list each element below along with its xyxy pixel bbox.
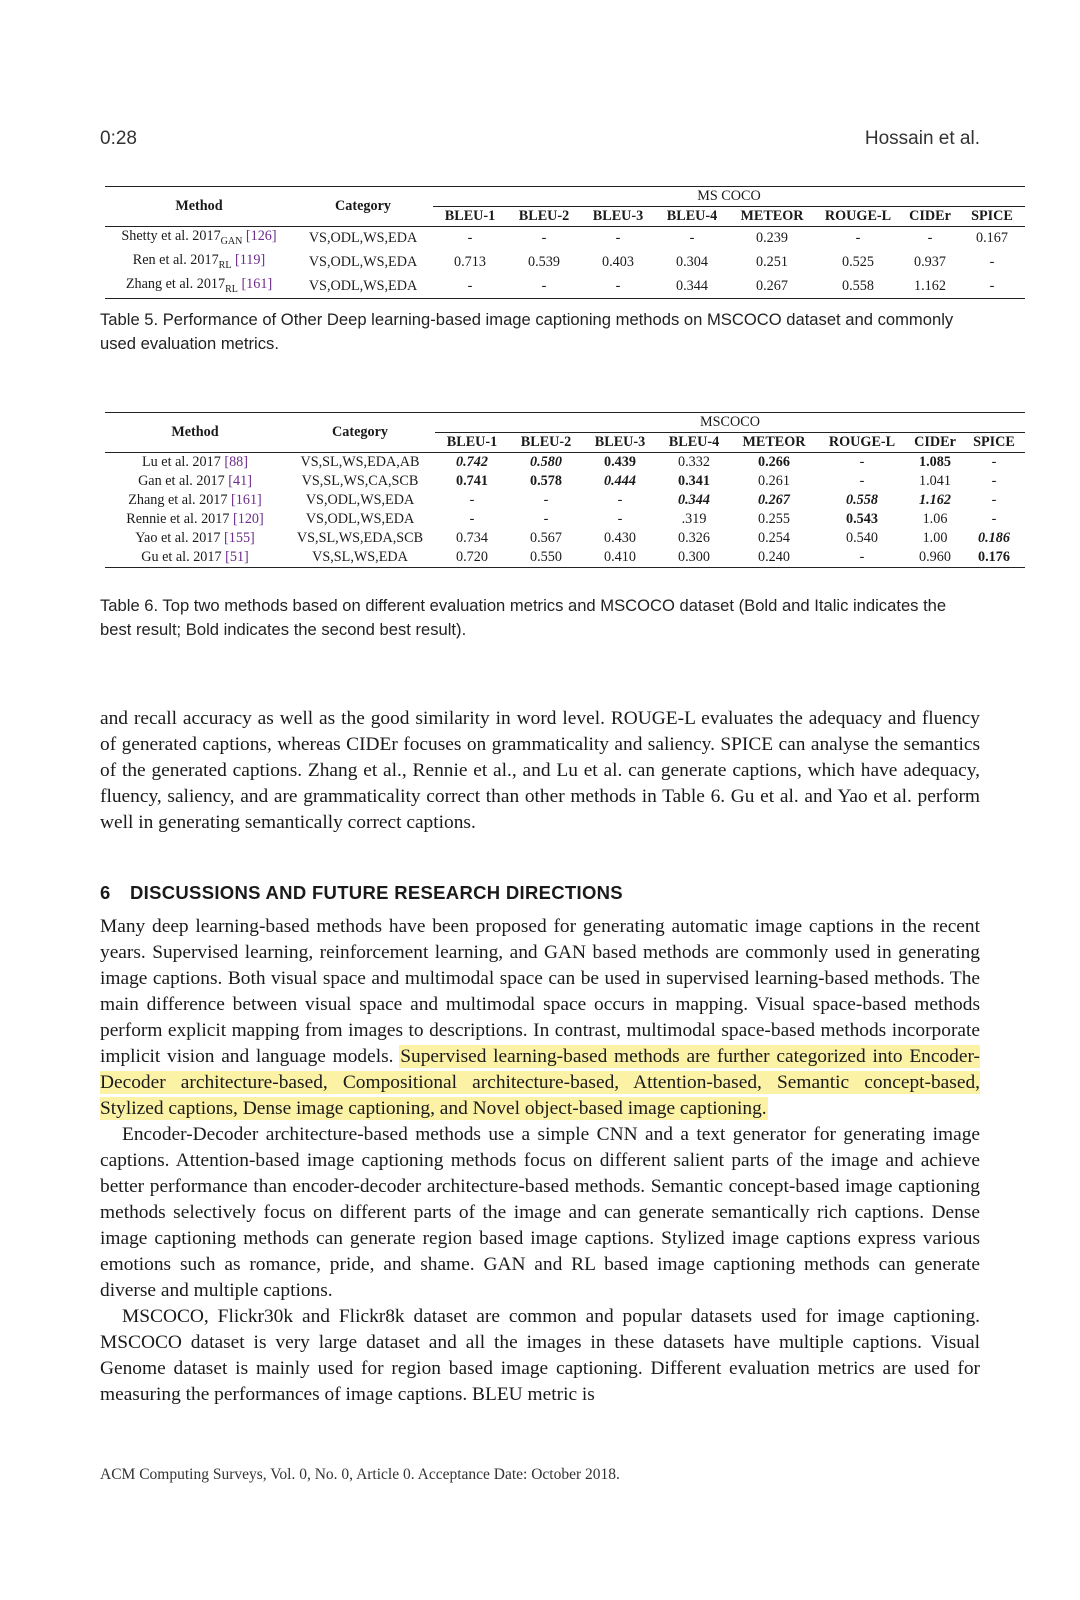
t5-metric-header: BLEU-4 xyxy=(655,207,729,227)
metric-value-cell: 1.041 xyxy=(919,473,951,489)
metric-value-cell: - xyxy=(855,230,861,247)
citation-link[interactable]: [88] xyxy=(224,454,248,470)
t6-metric-header: SPICE xyxy=(963,433,1025,453)
metric-value-cell: 0.240 xyxy=(731,548,817,568)
category-cell: VS,ODL,WS,EDA xyxy=(308,230,418,247)
metric-value-cell: 0.558 xyxy=(846,492,878,508)
metric-value-cell: .319 xyxy=(681,511,707,527)
table-row xyxy=(105,453,1025,473)
metric-value-cell: 0.267 xyxy=(729,275,815,299)
method-cell xyxy=(105,548,285,568)
metric-value-cell: 0.430 xyxy=(604,530,636,546)
metric-value-cell: 0.344 xyxy=(655,275,729,299)
metric-value-cell: 0.403 xyxy=(602,254,634,271)
metric-value-cell: 0.567 xyxy=(530,530,562,546)
t5-metric-header: BLEU-3 xyxy=(581,207,655,227)
metric-value-cell: - xyxy=(991,511,997,527)
table-row xyxy=(105,472,1025,491)
metric-value-cell: - xyxy=(507,275,581,299)
method-cell xyxy=(105,251,293,275)
metric-value-cell: 0.580 xyxy=(530,454,562,470)
method-cell xyxy=(105,472,285,491)
t5-metric-header: BLEU-1 xyxy=(433,207,507,227)
metric-value-cell: 0.960 xyxy=(907,548,963,568)
category-cell: VS,SL,WS,EDA,AB xyxy=(300,454,420,470)
table-row xyxy=(105,510,1025,529)
metric-value-cell: 1.162 xyxy=(901,275,959,299)
metric-value-cell: 0.713 xyxy=(454,254,486,271)
table-row xyxy=(105,548,1025,568)
t5-header-category: Category xyxy=(293,187,433,227)
method-author: Yao et al. 2017 xyxy=(135,530,221,546)
metric-value-cell: 0.186 xyxy=(978,530,1010,546)
metric-value-cell: 0.937 xyxy=(914,254,946,271)
metric-value-cell: - xyxy=(991,492,997,508)
metric-value-cell: 0.734 xyxy=(456,530,488,546)
citation-link[interactable]: [126] xyxy=(245,228,277,244)
metric-value-cell: - xyxy=(991,454,997,470)
metric-value-cell: 0.239 xyxy=(756,230,788,247)
citation-link[interactable]: [155] xyxy=(224,530,255,546)
method-cell xyxy=(105,529,285,548)
t6-metric-header: BLEU-3 xyxy=(583,433,657,453)
citation-link[interactable]: [119] xyxy=(235,251,266,268)
metric-value-cell: 0.444 xyxy=(604,473,636,489)
metric-value-cell: 0.539 xyxy=(528,254,560,271)
method-cell xyxy=(105,227,293,251)
metric-value-cell: 0.578 xyxy=(530,473,562,489)
metric-value-cell: 0.332 xyxy=(678,454,710,470)
metric-value-cell: 0.251 xyxy=(756,254,788,271)
metric-value-cell: 0.266 xyxy=(758,454,790,470)
t5-metric-header: CIDEr xyxy=(901,207,959,227)
table-6 xyxy=(105,412,1025,568)
section-title: DISCUSSIONS AND FUTURE RESEARCH DIRECTIONS xyxy=(130,882,623,903)
running-authors: Hossain et al. xyxy=(864,128,980,149)
t6-metric-header: BLEU-4 xyxy=(657,433,731,453)
metric-value-cell: 0.255 xyxy=(758,511,790,527)
metric-value-cell: - xyxy=(959,275,1025,299)
method-subscript: RL xyxy=(218,259,232,271)
metric-value-cell: 0.558 xyxy=(815,275,901,299)
metric-value-cell: 0.267 xyxy=(758,492,790,508)
highlighted-text: Supervised learning-based methods are further categorized into Encoder-Decoder architecture-based, Compositional architecture-based, Attention-based, Semantic concept-based, Stylized captions, Dense image captioning, and Novel object-based image captioning. xyxy=(100,1046,981,1119)
metric-value-cell: - xyxy=(469,492,475,508)
metric-value-cell: - xyxy=(689,230,695,247)
table-5 xyxy=(105,186,1025,299)
metric-value-cell: 0.439 xyxy=(604,454,636,470)
metric-value-cell: 0.720 xyxy=(435,548,509,568)
table-row xyxy=(105,227,1025,251)
metric-value-cell: 0.742 xyxy=(456,454,488,470)
t6-metric-header: CIDEr xyxy=(907,433,963,453)
category-cell: VS,ODL,WS,EDA xyxy=(308,254,418,271)
method-author: Zhang et al. 2017 xyxy=(128,492,228,508)
category-cell: VS,SL,WS,CA,SCB xyxy=(301,473,419,489)
method-author: Ren et al. 2017 xyxy=(132,251,219,268)
method-author: Shetty et al. 2017 xyxy=(121,228,221,244)
metric-value-cell: 1.162 xyxy=(919,492,951,508)
t5-header-group: MS COCO xyxy=(433,187,1025,207)
table-5-caption: Table 5. Performance of Other Deep learning-based image captioning methods on MSCOCO dataset and commonly used evaluation metrics. xyxy=(100,310,954,353)
t5-metric-header: BLEU-2 xyxy=(507,207,581,227)
metric-value-cell: 0.543 xyxy=(846,511,878,527)
t6-header-group: MSCOCO xyxy=(435,413,1025,433)
metric-value-cell: - xyxy=(433,275,507,299)
metric-value-cell: 1.06 xyxy=(922,511,948,527)
metric-value-cell: 0.304 xyxy=(676,254,708,271)
body-paragraph-2 xyxy=(100,914,980,1122)
section-heading xyxy=(100,882,980,904)
metric-value-cell: 1.00 xyxy=(922,530,948,546)
category-cell: VS,SL,WS,EDA xyxy=(285,548,435,568)
t6-metric-header: BLEU-2 xyxy=(509,433,583,453)
metric-value-cell: 0.741 xyxy=(456,473,488,489)
page-number: 0:28 xyxy=(100,128,137,149)
t5-metric-header: ROUGE-L xyxy=(815,207,901,227)
method-author: Gu et al. 2017 xyxy=(141,549,222,565)
category-cell: VS,ODL,WS,EDA xyxy=(293,275,433,299)
table-row xyxy=(105,529,1025,548)
metric-value-cell: 0.176 xyxy=(963,548,1025,568)
table-6-caption: Table 6. Top two methods based on different evaluation metrics and MSCOCO dataset (Bold and Italic indicates the best result; Bold indicates the second best result). xyxy=(100,596,947,639)
paragraph-2-text: Many deep learning-based methods have been proposed for generating automatic image captions in the recent years. Supervised learning, reinforcement learning, and GAN based methods are commonly used in generating image captions. Both visual space and multimodal space can be used in supervised learning-based methods. The main difference between visual space and multimodal space occurs in mapping. Visual space-based methods perform explicit mapping from images to descriptions. In contrast, multimodal space-based methods incorporate implicit vision and language models. xyxy=(100,916,980,1067)
metric-value-cell: 0.254 xyxy=(758,530,790,546)
table-row xyxy=(105,491,1025,510)
method-cell xyxy=(105,510,285,529)
metric-value-cell: - xyxy=(617,492,623,508)
citation-link[interactable]: [161] xyxy=(241,275,273,292)
metric-value-cell: 0.525 xyxy=(842,254,874,271)
method-cell xyxy=(105,275,293,299)
metric-value-cell: - xyxy=(859,454,865,470)
metric-value-cell: 0.550 xyxy=(509,548,583,568)
method-author: Rennie et al. 2017 xyxy=(126,511,230,527)
table-row xyxy=(105,275,1025,299)
citation-link[interactable]: [51] xyxy=(225,549,249,565)
metric-value-cell: - xyxy=(817,548,907,568)
method-author: Gan et al. 2017 xyxy=(138,473,225,489)
body-paragraph-4: MSCOCO, Flickr30k and Flickr8k dataset are common and popular datasets used for image captioning. MSCOCO dataset is very large dataset and all the images in these datasets have multiple captions. Visual Genome dataset is mainly used for region based image captioning. Different evaluation metrics are used for measuring the performances of image captions. BLEU metric is xyxy=(100,1306,980,1405)
metric-value-cell: - xyxy=(543,511,549,527)
metric-value-cell: - xyxy=(859,473,865,489)
metric-value-cell: 0.167 xyxy=(976,230,1008,247)
t6-metric-header: BLEU-1 xyxy=(435,433,509,453)
metric-value-cell: - xyxy=(991,473,997,489)
method-subscript: RL xyxy=(225,283,238,295)
category-cell: VS,ODL,WS,EDA xyxy=(305,511,415,527)
metric-value-cell: 1.085 xyxy=(919,454,951,470)
metric-value-cell: 0.540 xyxy=(846,530,878,546)
method-cell xyxy=(105,491,285,510)
t5-header-method: Method xyxy=(105,187,293,227)
t6-metric-header: ROUGE-L xyxy=(817,433,907,453)
category-cell: VS,SL,WS,EDA,SCB xyxy=(296,530,424,546)
t5-metric-header: METEOR xyxy=(729,207,815,227)
metric-value-cell: - xyxy=(581,275,655,299)
t6-header-category: Category xyxy=(285,413,435,453)
metric-value-cell: 0.344 xyxy=(678,492,710,508)
t5-metric-header: SPICE xyxy=(959,207,1025,227)
metric-value-cell: - xyxy=(617,511,623,527)
method-cell xyxy=(105,453,285,473)
t6-metric-header: METEOR xyxy=(731,433,817,453)
metric-value-cell: - xyxy=(543,492,549,508)
metric-value-cell: - xyxy=(541,230,547,247)
method-subscript: GAN xyxy=(220,235,243,247)
citation-link[interactable]: [120] xyxy=(233,511,264,527)
method-author: Lu et al. 2017 xyxy=(142,454,221,470)
metric-value-cell: 0.326 xyxy=(678,530,710,546)
page-header xyxy=(100,128,980,158)
metric-value-cell: 0.261 xyxy=(758,473,790,489)
metric-value-cell: - xyxy=(467,230,473,247)
metric-value-cell: - xyxy=(927,230,933,247)
metric-value-cell: 0.341 xyxy=(678,473,710,489)
method-author: Zhang et al. 2017 xyxy=(125,275,226,292)
citation-link[interactable]: [161] xyxy=(231,492,262,508)
body-paragraph-3: Encoder-Decoder architecture-based methods use a simple CNN and a text generator for generating image captions. Attention-based image captioning methods focus on different salient parts of the image and achieve better performance than encoder-decoder architecture-based methods. Semantic concept-based image captioning methods selectively focus on different parts of the image and can generate semantically rich captions. Dense image captioning methods can generate region based image captions. Stylized image captions express various emotions such as romance, pride, and shame. GAN and RL based image captioning methods can generate diverse and multiple captions. xyxy=(100,1124,980,1301)
metric-value-cell: - xyxy=(989,254,995,271)
metric-value-cell: 0.300 xyxy=(657,548,731,568)
category-cell: VS,ODL,WS,EDA xyxy=(305,492,415,508)
metric-value-cell: - xyxy=(615,230,621,247)
metric-value-cell: - xyxy=(469,511,475,527)
table-row xyxy=(105,251,1025,275)
citation-link[interactable]: [41] xyxy=(228,473,252,489)
section-number: 6 xyxy=(100,882,111,903)
body-paragraph-1: and recall accuracy as well as the good similarity in word level. ROUGE-L evaluates the adequacy and fluency of generated captions, whereas CIDEr focuses on grammaticality and saliency. SPICE can analyse the semantics of the generated captions. Zhang et al., Rennie et al., and Lu et al. can generate captions, which have adequacy, fluency, saliency, and are grammaticality correct than other methods in Table 6. Gu et al. and Yao et al. perform well in generating semantically correct captions. xyxy=(100,708,980,833)
page-footer: ACM Computing Surveys, Vol. 0, No. 0, Article 0. Acceptance Date: October 2018. xyxy=(100,1466,620,1483)
t6-header-method: Method xyxy=(105,413,285,453)
metric-value-cell: 0.410 xyxy=(583,548,657,568)
